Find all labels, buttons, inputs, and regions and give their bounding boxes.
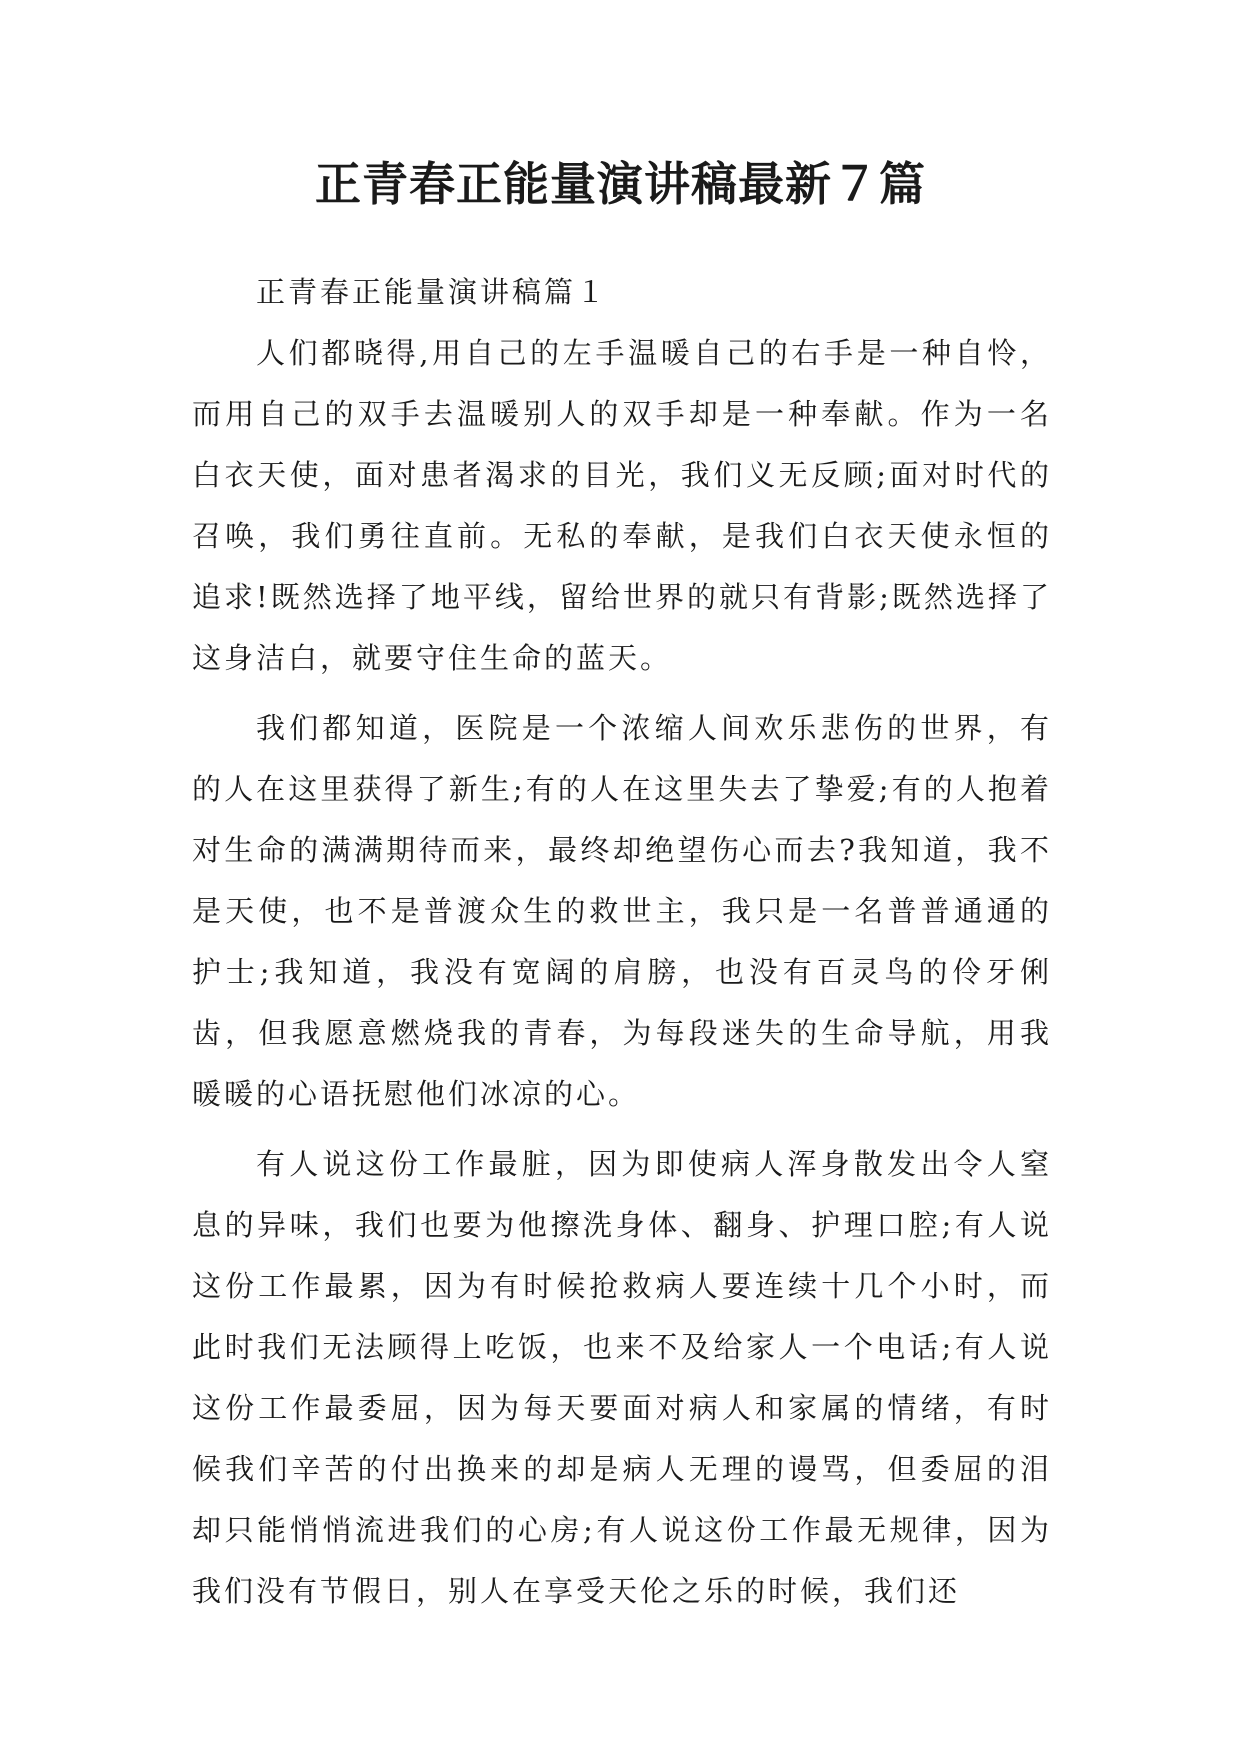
- document-title: 正青春正能量演讲稿最新７篇: [315, 157, 926, 211]
- document-body: [192, 262, 1052, 1622]
- paragraph-2: 我们都知道，医院是一个浓缩人间欢乐悲伤的世界，有的人在这里获得了新生;有的人在这里失去了挚爱;有的人抱着对生命的满满期待而来，最终却绝望伤心而去?我知道，我不是天使，也不是普渡众生的救世主，我只是一名普普通通的护士;我知道，我没有宽阔的肩膀，也没有百灵鸟的伶牙俐齿，但我愿意燃烧我的青春，为每段迷失的生命导航，用我暖暖的心语抚慰他们冰凉的心。: [192, 711, 1052, 1111]
- paragraph-1: 人们都晓得,用自己的左手温暖自己的右手是一种自怜，而用自己的双手去温暖别人的双手却是一种奉献。作为一名白衣天使，面对患者渴求的目光，我们义无反顾;面对时代的召唤，我们勇往直前。无私的奉献，是我们白衣天使永恒的追求!既然选择了地平线，留给世界的就只有背影;既然选择了这身洁白，就要守住生命的蓝天。: [192, 336, 1052, 675]
- paragraph-3: 有人说这份工作最脏，因为即使病人浑身散发出令人窒息的异味，我们也要为他擦洗身体、翻身、护理口腔;有人说这份工作最累，因为有时候抢救病人要连续十几个小时，而此时我们无法顾得上吃饭，也来不及给家人一个电话;有人说这份工作最委屈，因为每天要面对病人和家属的情绪，有时候我们辛苦的付出换来的却是病人无理的谩骂，但委屈的泪却只能悄悄流进我们的心房;有人说这份工作最无规律，因为我们没有节假日，别人在享受天伦之乐的时候，我们还: [192, 1147, 1052, 1608]
- section-heading: 正青春正能量演讲稿篇１: [256, 275, 609, 309]
